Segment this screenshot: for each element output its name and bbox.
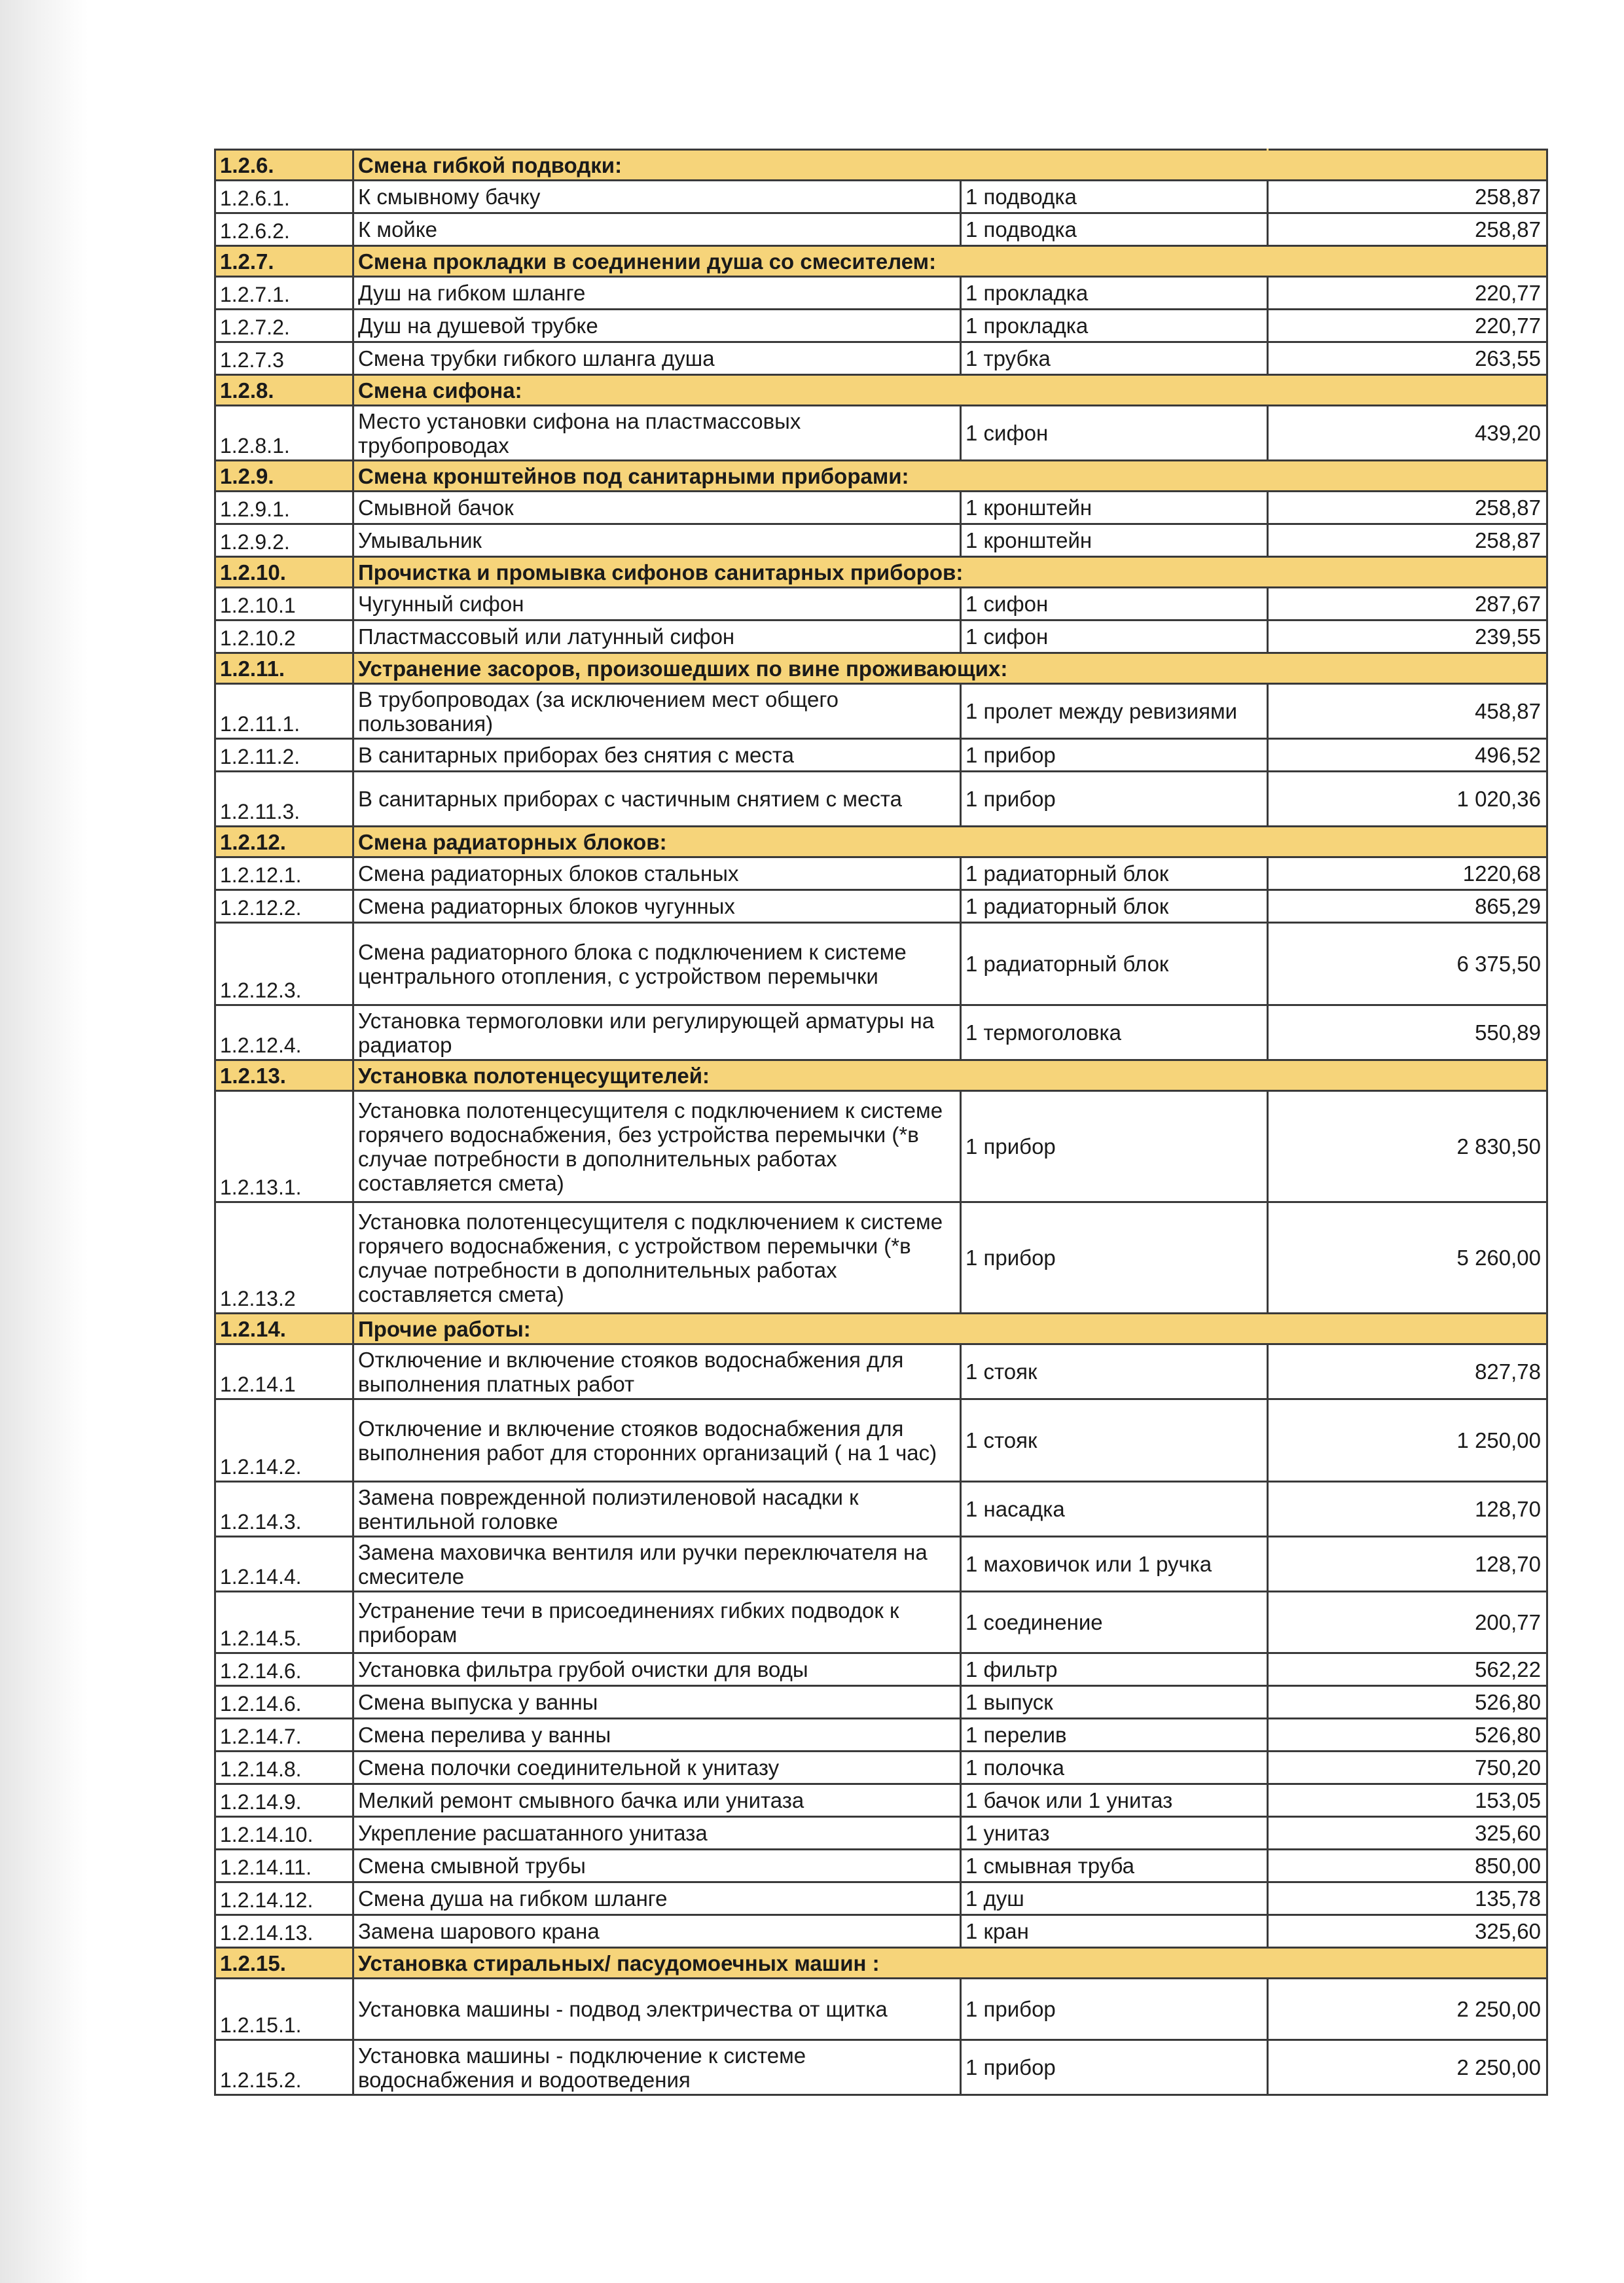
price-value: 526,80 (1268, 1686, 1547, 1719)
section-header-row (215, 246, 1547, 277)
service-name: Смена полочки соединительной к унитазу (353, 1752, 961, 1784)
unit-of-measure: 1 полочка (961, 1752, 1268, 1784)
service-name: К мойке (353, 213, 961, 246)
section-fill-cell (1268, 375, 1547, 406)
item-number: 1.2.15.2. (215, 2040, 353, 2095)
price-value: 2 250,00 (1268, 1979, 1547, 2040)
item-number: 1.2.14.2. (215, 1399, 353, 1482)
price-value: 6 375,50 (1268, 923, 1547, 1005)
table-row (215, 1752, 1547, 1784)
price-value: 263,55 (1268, 342, 1547, 375)
item-number: 1.2.14.5. (215, 1592, 353, 1653)
unit-of-measure: 1 стояк (961, 1344, 1268, 1399)
unit-of-measure: 1 радиаторный блок (961, 890, 1268, 923)
price-list-table (214, 149, 1548, 2096)
table-row (215, 213, 1547, 246)
service-name: Установка полотенцесущителя с подключением к системе горячего водоснабжения, с устройством перемычки (*в случае потребности в дополнительных работах составляется смета) (353, 1202, 961, 1314)
section-header-row (215, 557, 1547, 588)
service-name: Установка машины - подвод электричества от щитка (353, 1979, 961, 2040)
section-header-row (215, 653, 1547, 684)
service-name: Укрепление расшатанного унитаза (353, 1817, 961, 1850)
item-number: 1.2.11.3. (215, 772, 353, 827)
price-value: 128,70 (1268, 1537, 1547, 1592)
item-number: 1.2.6.1. (215, 181, 353, 213)
price-value: 2 250,00 (1268, 2040, 1547, 2095)
item-number: 1.2.14.3. (215, 1482, 353, 1537)
table-row (215, 1850, 1547, 1882)
section-header-row (215, 150, 1547, 181)
price-value: 750,20 (1268, 1752, 1547, 1784)
service-name: Мелкий ремонт смывного бачка или унитаза (353, 1784, 961, 1817)
item-number: 1.2.10.2 (215, 620, 353, 653)
price-value: 258,87 (1268, 213, 1547, 246)
service-name: В санитарных приборах с частичным снятием с места (353, 772, 961, 827)
service-name: Установка полотенцесущителя с подключением к системе горячего водоснабжения, без устройства перемычки (*в случае потребности в дополнительных работах составляется смета) (353, 1091, 961, 1202)
table-row (215, 1592, 1547, 1653)
table-row (215, 588, 1547, 620)
item-number: 1.2.10.1 (215, 588, 353, 620)
unit-of-measure: 1 стояк (961, 1399, 1268, 1482)
item-number: 1.2.6.2. (215, 213, 353, 246)
item-number: 1.2.14.13. (215, 1915, 353, 1948)
price-value: 439,20 (1268, 406, 1547, 461)
section-title: Смена кронштейнов под санитарными приборами: (353, 461, 1268, 492)
item-number: 1.2.15.1. (215, 1979, 353, 2040)
service-name: Место установки сифона на пластмассовых трубопроводах (353, 406, 961, 461)
table-row (215, 1399, 1547, 1482)
section-number: 1.2.10. (215, 557, 353, 588)
price-value: 1220,68 (1268, 857, 1547, 890)
item-number: 1.2.12.3. (215, 923, 353, 1005)
service-name: Установка термоголовки или регулирующей арматуры на радиатор (353, 1005, 961, 1060)
section-title: Прочие работы: (353, 1314, 1268, 1344)
service-name: Смена смывной трубы (353, 1850, 961, 1882)
service-name: В санитарных приборах без снятия с места (353, 739, 961, 772)
section-header-row (215, 375, 1547, 406)
unit-of-measure: 1 выпуск (961, 1686, 1268, 1719)
section-fill-cell (1268, 1060, 1547, 1091)
table-row (215, 1719, 1547, 1752)
service-name: Отключение и включение стояков водоснабжения для выполнения платных работ (353, 1344, 961, 1399)
price-value: 458,87 (1268, 684, 1547, 739)
price-value: 827,78 (1268, 1344, 1547, 1399)
unit-of-measure: 1 трубка (961, 342, 1268, 375)
item-number: 1.2.7.3 (215, 342, 353, 375)
unit-of-measure: 1 насадка (961, 1482, 1268, 1537)
price-value: 128,70 (1268, 1482, 1547, 1537)
unit-of-measure: 1 фильтр (961, 1653, 1268, 1686)
item-number: 1.2.14.10. (215, 1817, 353, 1850)
service-name: Душ на душевой трубке (353, 310, 961, 342)
section-number: 1.2.13. (215, 1060, 353, 1091)
table-row (215, 1202, 1547, 1314)
table-row (215, 1915, 1547, 1948)
table-row (215, 1979, 1547, 2040)
table-row (215, 277, 1547, 310)
service-name: Отключение и включение стояков водоснабжения для выполнения работ для сторонних организаций ( на 1 час) (353, 1399, 961, 1482)
table-row (215, 1344, 1547, 1399)
item-number: 1.2.14.7. (215, 1719, 353, 1752)
unit-of-measure: 1 радиаторный блок (961, 857, 1268, 890)
unit-of-measure: 1 маховичок или 1 ручка (961, 1537, 1268, 1592)
section-title: Смена прокладки в соединении душа со смесителем: (353, 246, 1268, 277)
item-number: 1.2.7.2. (215, 310, 353, 342)
section-fill-cell (1268, 150, 1547, 181)
service-name: Смывной бачок (353, 492, 961, 524)
section-fill-cell (1268, 246, 1547, 277)
price-value: 220,77 (1268, 277, 1547, 310)
item-number: 1.2.8.1. (215, 406, 353, 461)
service-name: Смена перелива у ванны (353, 1719, 961, 1752)
unit-of-measure: 1 соединение (961, 1592, 1268, 1653)
table-row (215, 2040, 1547, 2095)
table-row (215, 181, 1547, 213)
unit-of-measure: 1 прибор (961, 772, 1268, 827)
service-name: Смена выпуска у ванны (353, 1686, 961, 1719)
item-number: 1.2.14.8. (215, 1752, 353, 1784)
item-number: 1.2.13.1. (215, 1091, 353, 1202)
table-row (215, 1653, 1547, 1686)
section-header-row (215, 1948, 1547, 1979)
table-row (215, 1091, 1547, 1202)
section-fill-cell (1268, 827, 1547, 857)
price-value: 287,67 (1268, 588, 1547, 620)
service-name: Смена трубки гибкого шланга душа (353, 342, 961, 375)
price-value: 325,60 (1268, 1817, 1547, 1850)
item-number: 1.2.12.4. (215, 1005, 353, 1060)
section-number: 1.2.9. (215, 461, 353, 492)
unit-of-measure: 1 сифон (961, 406, 1268, 461)
section-title: Смена радиаторных блоков: (353, 827, 1268, 857)
unit-of-measure: 1 прибор (961, 1091, 1268, 1202)
service-name: Умывальник (353, 524, 961, 557)
price-value: 865,29 (1268, 890, 1547, 923)
price-value: 2 830,50 (1268, 1091, 1547, 1202)
unit-of-measure: 1 сифон (961, 588, 1268, 620)
section-header-row (215, 1314, 1547, 1344)
unit-of-measure: 1 прибор (961, 739, 1268, 772)
service-name: Установка фильтра грубой очистки для воды (353, 1653, 961, 1686)
table-row (215, 890, 1547, 923)
table-row (215, 492, 1547, 524)
table-row (215, 620, 1547, 653)
service-name: Замена поврежденной полиэтиленовой насадки к вентильной головке (353, 1482, 961, 1537)
section-header-row (215, 1060, 1547, 1091)
unit-of-measure: 1 душ (961, 1882, 1268, 1915)
table-row (215, 923, 1547, 1005)
unit-of-measure: 1 кронштейн (961, 492, 1268, 524)
service-name: Смена радиаторных блоков стальных (353, 857, 961, 890)
section-fill-cell (1268, 1314, 1547, 1344)
table-row (215, 1784, 1547, 1817)
unit-of-measure: 1 подводка (961, 213, 1268, 246)
unit-of-measure: 1 термоголовка (961, 1005, 1268, 1060)
price-value: 325,60 (1268, 1915, 1547, 1948)
unit-of-measure: 1 радиаторный блок (961, 923, 1268, 1005)
item-number: 1.2.11.1. (215, 684, 353, 739)
unit-of-measure: 1 прибор (961, 1202, 1268, 1314)
table-row (215, 857, 1547, 890)
section-title: Установка полотенцесущителей: (353, 1060, 1268, 1091)
item-number: 1.2.11.2. (215, 739, 353, 772)
section-number: 1.2.12. (215, 827, 353, 857)
item-number: 1.2.14.6. (215, 1686, 353, 1719)
section-number: 1.2.7. (215, 246, 353, 277)
section-header-row (215, 827, 1547, 857)
table-row (215, 1686, 1547, 1719)
table-row (215, 524, 1547, 557)
price-value: 562,22 (1268, 1653, 1547, 1686)
price-value: 220,77 (1268, 310, 1547, 342)
service-name: Замена шарового крана (353, 1915, 961, 1948)
price-value: 1 250,00 (1268, 1399, 1547, 1482)
item-number: 1.2.9.1. (215, 492, 353, 524)
unit-of-measure: 1 кронштейн (961, 524, 1268, 557)
item-number: 1.2.12.2. (215, 890, 353, 923)
table-row (215, 772, 1547, 827)
table-row (215, 739, 1547, 772)
section-fill-cell (1268, 1948, 1547, 1979)
unit-of-measure: 1 унитаз (961, 1817, 1268, 1850)
table-row (215, 1882, 1547, 1915)
section-title: Установка стиральных/ пасудомоечных машин : (353, 1948, 1268, 1979)
unit-of-measure: 1 кран (961, 1915, 1268, 1948)
section-header-row (215, 461, 1547, 492)
unit-of-measure: 1 подводка (961, 181, 1268, 213)
unit-of-measure: 1 бачок или 1 унитаз (961, 1784, 1268, 1817)
price-value: 5 260,00 (1268, 1202, 1547, 1314)
service-name: К смывному бачку (353, 181, 961, 213)
price-value: 526,80 (1268, 1719, 1547, 1752)
price-value: 550,89 (1268, 1005, 1547, 1060)
unit-of-measure: 1 смывная труба (961, 1850, 1268, 1882)
item-number: 1.2.12.1. (215, 857, 353, 890)
service-name: Пластмассовый или латунный сифон (353, 620, 961, 653)
price-value: 135,78 (1268, 1882, 1547, 1915)
item-number: 1.2.14.1 (215, 1344, 353, 1399)
item-number: 1.2.9.2. (215, 524, 353, 557)
item-number: 1.2.14.11. (215, 1850, 353, 1882)
section-fill-cell (1268, 653, 1547, 684)
price-value: 258,87 (1268, 524, 1547, 557)
section-title: Устранение засоров, произошедших по вине проживающих: (353, 653, 1268, 684)
scan-shadow (0, 0, 88, 2283)
section-fill-cell (1268, 461, 1547, 492)
item-number: 1.2.14.9. (215, 1784, 353, 1817)
table-row (215, 1817, 1547, 1850)
service-name: Душ на гибком шланге (353, 277, 961, 310)
service-name: Устранение течи в присоединениях гибких подводок к приборам (353, 1592, 961, 1653)
unit-of-measure: 1 прокладка (961, 277, 1268, 310)
section-title: Смена сифона: (353, 375, 1268, 406)
price-value: 153,05 (1268, 1784, 1547, 1817)
item-number: 1.2.14.6. (215, 1653, 353, 1686)
price-value: 1 020,36 (1268, 772, 1547, 827)
table-row (215, 1005, 1547, 1060)
table-row (215, 1482, 1547, 1537)
table-row (215, 406, 1547, 461)
unit-of-measure: 1 перелив (961, 1719, 1268, 1752)
price-value: 200,77 (1268, 1592, 1547, 1653)
price-value: 239,55 (1268, 620, 1547, 653)
section-number: 1.2.14. (215, 1314, 353, 1344)
service-name: Замена маховичка вентиля или ручки переключателя на смесителе (353, 1537, 961, 1592)
item-number: 1.2.7.1. (215, 277, 353, 310)
service-name: Смена радиаторного блока с подключением к системе центрального отопления, с устройством перемычки (353, 923, 961, 1005)
unit-of-measure: 1 прибор (961, 1979, 1268, 2040)
unit-of-measure: 1 пролет между ревизиями (961, 684, 1268, 739)
unit-of-measure: 1 прибор (961, 2040, 1268, 2095)
service-name: Смена душа на гибком шланге (353, 1882, 961, 1915)
section-title: Смена гибкой подводки: (353, 150, 1268, 181)
price-value: 258,87 (1268, 492, 1547, 524)
section-number: 1.2.8. (215, 375, 353, 406)
table-row (215, 342, 1547, 375)
section-number: 1.2.11. (215, 653, 353, 684)
table-row (215, 684, 1547, 739)
section-fill-cell (1268, 557, 1547, 588)
price-value: 850,00 (1268, 1850, 1547, 1882)
section-number: 1.2.6. (215, 150, 353, 181)
service-name: Установка машины - подключение к системе водоснабжения и водоотведения (353, 2040, 961, 2095)
unit-of-measure: 1 прокладка (961, 310, 1268, 342)
service-name: Смена радиаторных блоков чугунных (353, 890, 961, 923)
table-row (215, 310, 1547, 342)
service-name: Чугунный сифон (353, 588, 961, 620)
price-value: 496,52 (1268, 739, 1547, 772)
section-number: 1.2.15. (215, 1948, 353, 1979)
service-name: В трубопроводах (за исключением мест общего пользования) (353, 684, 961, 739)
item-number: 1.2.14.12. (215, 1882, 353, 1915)
section-title: Прочистка и промывка сифонов санитарных приборов: (353, 557, 1268, 588)
table-row (215, 1537, 1547, 1592)
item-number: 1.2.14.4. (215, 1537, 353, 1592)
unit-of-measure: 1 сифон (961, 620, 1268, 653)
price-value: 258,87 (1268, 181, 1547, 213)
item-number: 1.2.13.2 (215, 1202, 353, 1314)
